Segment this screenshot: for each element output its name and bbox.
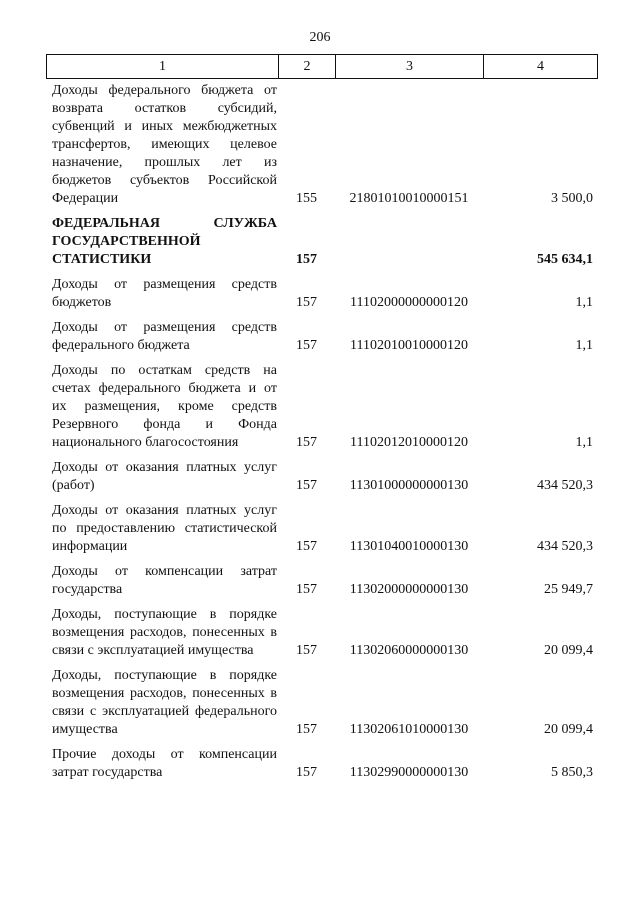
column-header-3: 3 (336, 55, 484, 79)
row-code: 155 (296, 191, 317, 206)
table-row (46, 459, 597, 502)
row-sum: 545 634,1 (537, 252, 593, 267)
page-number: 206 (309, 30, 331, 45)
column-header-2: 2 (279, 55, 336, 79)
row-code: 157 (296, 582, 317, 597)
table-row (46, 746, 597, 789)
row-name: Доходы федерального бюджета от возврата остатков субсидий, субвенций и иных межбюджетных трансфертов, имеющих целевое назначение, прошлых лет из бюджетов субъектов Российской Федерации (52, 83, 277, 206)
row-name: Доходы, поступающие в порядке возмещения расходов, понесенных в связи с эксплуатацией имущества (52, 607, 277, 658)
row-code: 157 (296, 295, 317, 310)
table-row (46, 215, 597, 276)
row-code: 157 (296, 338, 317, 353)
row-sum: 1,1 (575, 435, 593, 450)
column-header-table (46, 54, 598, 79)
table-row (46, 563, 597, 606)
row-name: Доходы по остаткам средств на счетах федерального бюджета и от их размещения, кроме средств Резервного фонда и Фонда национального благосостояния (52, 363, 277, 450)
row-kbk: 11302061010000130 (349, 722, 469, 737)
row-kbk: 11102000000000120 (350, 295, 468, 310)
row-name: Доходы от оказания платных услуг (работ) (52, 460, 277, 493)
row-kbk (335, 215, 483, 276)
table-row (46, 362, 597, 459)
table-row (46, 667, 597, 746)
table-row (46, 82, 597, 215)
row-name: Прочие доходы от компенсации затрат государства (52, 747, 277, 780)
column-header-1: 1 (47, 55, 279, 79)
row-sum: 1,1 (575, 338, 593, 353)
row-kbk: 11302990000000130 (349, 765, 469, 780)
row-sum: 1,1 (575, 295, 593, 310)
row-kbk: 21801010010000151 (349, 191, 469, 206)
row-code: 157 (296, 252, 317, 267)
table-row (46, 606, 597, 667)
row-sum: 20 099,4 (544, 643, 593, 658)
row-kbk: 11301040010000130 (349, 539, 469, 554)
row-sum: 434 520,3 (537, 478, 593, 493)
row-name: Доходы, поступающие в порядке возмещения расходов, понесенных в связи с эксплуатацией федерального имущества (52, 668, 277, 737)
row-code: 157 (296, 435, 317, 450)
revenue-table (46, 82, 597, 789)
row-kbk: 11102010010000120 (350, 338, 468, 353)
row-sum: 20 099,4 (544, 722, 593, 737)
row-sum: 3 500,0 (551, 191, 593, 206)
row-name: ФЕДЕРАЛЬНАЯ СЛУЖБА ГОСУДАРСТВЕННОЙ СТАТИСТИКИ (52, 216, 277, 267)
table-row (46, 276, 597, 319)
row-sum: 434 520,3 (537, 539, 593, 554)
row-code: 157 (296, 478, 317, 493)
row-code: 157 (296, 539, 317, 554)
row-kbk: 11302000000000130 (349, 582, 469, 597)
row-name: Доходы от размещения средств федерального бюджета (52, 320, 277, 353)
column-header-4: 4 (484, 55, 598, 79)
row-code: 157 (296, 765, 317, 780)
row-name: Доходы от размещения средств бюджетов (52, 277, 277, 310)
row-sum: 25 949,7 (544, 582, 593, 597)
column-header-row (47, 55, 598, 79)
row-kbk: 11302060000000130 (349, 643, 469, 658)
row-name: Доходы от компенсации затрат государства (52, 564, 277, 597)
row-sum: 5 850,3 (551, 765, 593, 780)
row-code: 157 (296, 643, 317, 658)
row-name: Доходы от оказания платных услуг по предоставлению статистической информации (52, 503, 277, 554)
row-kbk: 11102012010000120 (350, 435, 468, 450)
table-row (46, 319, 597, 362)
row-code: 157 (296, 722, 317, 737)
row-kbk: 11301000000000130 (349, 478, 469, 493)
table-row (46, 502, 597, 563)
